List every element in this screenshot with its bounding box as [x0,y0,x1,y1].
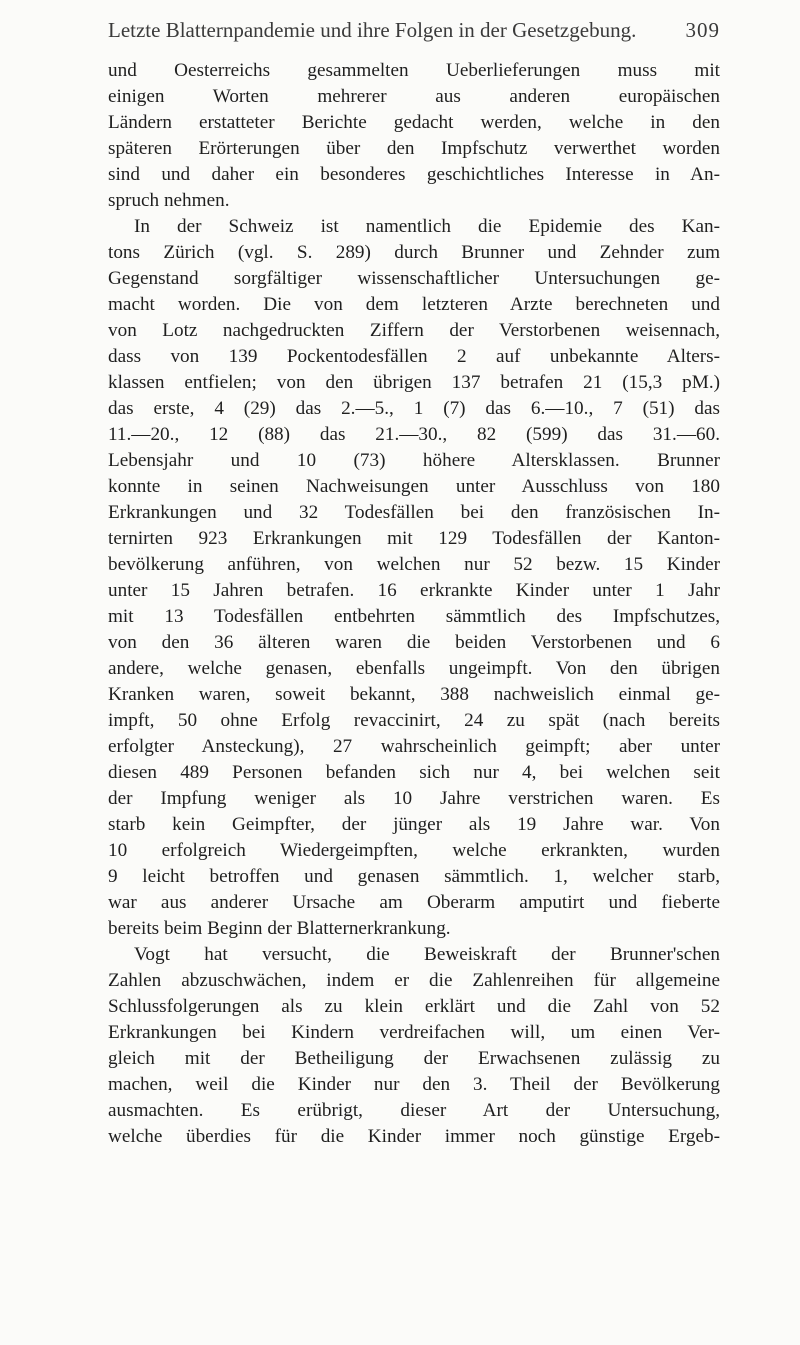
text-line: von den 36 älteren waren die beiden Verstorbenen und 6 [108,632,720,653]
running-title: Letzte Blatternpandemie und ihre Folgen in der Gesetzgebung. [108,18,637,42]
text-line: der Impfung weniger als 10 Jahre verstrichen waren. Es [108,788,720,809]
text-line: dass von 139 Pockentodesfällen 2 auf unbekannte Alters- [108,346,720,367]
text-line: konnte in seinen Nachweisungen unter Ausschluss von 180 [108,476,720,497]
text-line: Erkrankungen bei Kindern verdreifachen will, um einen Ver- [108,1022,720,1043]
text-line: diesen 489 Personen befanden sich nur 4, bei welchen seit [108,762,720,783]
text-line: Vogt hat versucht, die Beweiskraft der Brunner'schen [134,944,720,965]
text-line: 10 erfolgreich Wiedergeimpften, welche erkrankten, wurden [108,840,720,861]
text-line: ternirten 923 Erkrankungen mit 129 Todesfällen der Kanton- [108,528,720,549]
text-line: klassen entfielen; von den übrigen 137 betrafen 21 (15,3 pM.) [108,372,720,393]
text-line: andere, welche genasen, ebenfalls ungeimpft. Von den übrigen [108,658,720,679]
text-line: das erste, 4 (29) das 2.—5., 1 (7) das 6.—10., 7 (51) das [108,398,720,419]
page-number: 309 [685,18,720,42]
text-line: 11.—20., 12 (88) das 21.—30., 82 (599) das 31.—60. [108,424,720,445]
text-line: von Lotz nachgedruckten Ziffern der Verstorbenen weisennach, [108,320,720,341]
text-line: gleich mit der Betheiligung der Erwachsenen zulässig zu [108,1048,720,1069]
text-line: Zahlen abzuschwächen, indem er die Zahlenreihen für allgemeine [108,970,720,991]
text-line: Ländern erstatteter Berichte gedacht werden, welche in den [108,112,720,133]
text-line: 9 leicht betroffen und genasen sämmtlich. 1, welcher starb, [108,866,720,887]
text-line: einigen Worten mehrerer aus anderen europäischen [108,86,720,107]
text-line: unter 15 Jahren betrafen. 16 erkrankte Kinder unter 1 Jahr [108,580,720,601]
text-line: erfolgter Ansteckung), 27 wahrscheinlich geimpft; aber unter [108,736,720,757]
text-line: impft, 50 ohne Erfolg revaccinirt, 24 zu spät (nach bereits [108,710,720,731]
text-line: sind und daher ein besonderes geschichtliches Interesse in An- [108,164,720,185]
text-line: bereits beim Beginn der Blatternerkrankung. [108,918,451,939]
text-line: welche überdies für die Kinder immer noch günstige Ergeb- [108,1126,720,1147]
text-line: und Oesterreichs gesammelten Ueberlieferungen muss mit [108,60,720,81]
text-line: Kranken waren, soweit bekannt, 388 nachweislich einmal ge- [108,684,720,705]
text-line: spruch nehmen. [108,190,230,211]
text-line: ausmachten. Es erübrigt, dieser Art der Untersuchung, [108,1100,720,1121]
running-head [108,18,720,43]
text-line: mit 13 Todesfällen entbehrten sämmtlich des Impfschutzes, [108,606,720,627]
body-text [108,58,720,1150]
text-line: späteren Erörterungen über den Impfschutz verwerthet worden [108,138,720,159]
text-line: Gegenstand sorgfältiger wissenschaftlicher Untersuchungen ge- [108,268,720,289]
text-line: starb kein Geimpfter, der jünger als 19 Jahre war. Von [108,814,720,835]
text-line: Schlussfolgerungen als zu klein erklärt und die Zahl von 52 [108,996,720,1017]
text-line: macht worden. Die von dem letzteren Arzte berechneten und [108,294,720,315]
text-line: tons Zürich (vgl. S. 289) durch Brunner und Zehnder zum [108,242,720,263]
text-line: bevölkerung anführen, von welchen nur 52 bezw. 15 Kinder [108,554,720,575]
text-line: In der Schweiz ist namentlich die Epidemie des Kan- [134,216,720,237]
text-line: Erkrankungen und 32 Todesfällen bei den französischen In- [108,502,720,523]
text-line: Lebensjahr und 10 (73) höhere Altersklassen. Brunner [108,450,720,471]
text-line: machen, weil die Kinder nur den 3. Theil der Bevölkerung [108,1074,720,1095]
text-line: war aus anderer Ursache am Oberarm amputirt und fieberte [108,892,720,913]
